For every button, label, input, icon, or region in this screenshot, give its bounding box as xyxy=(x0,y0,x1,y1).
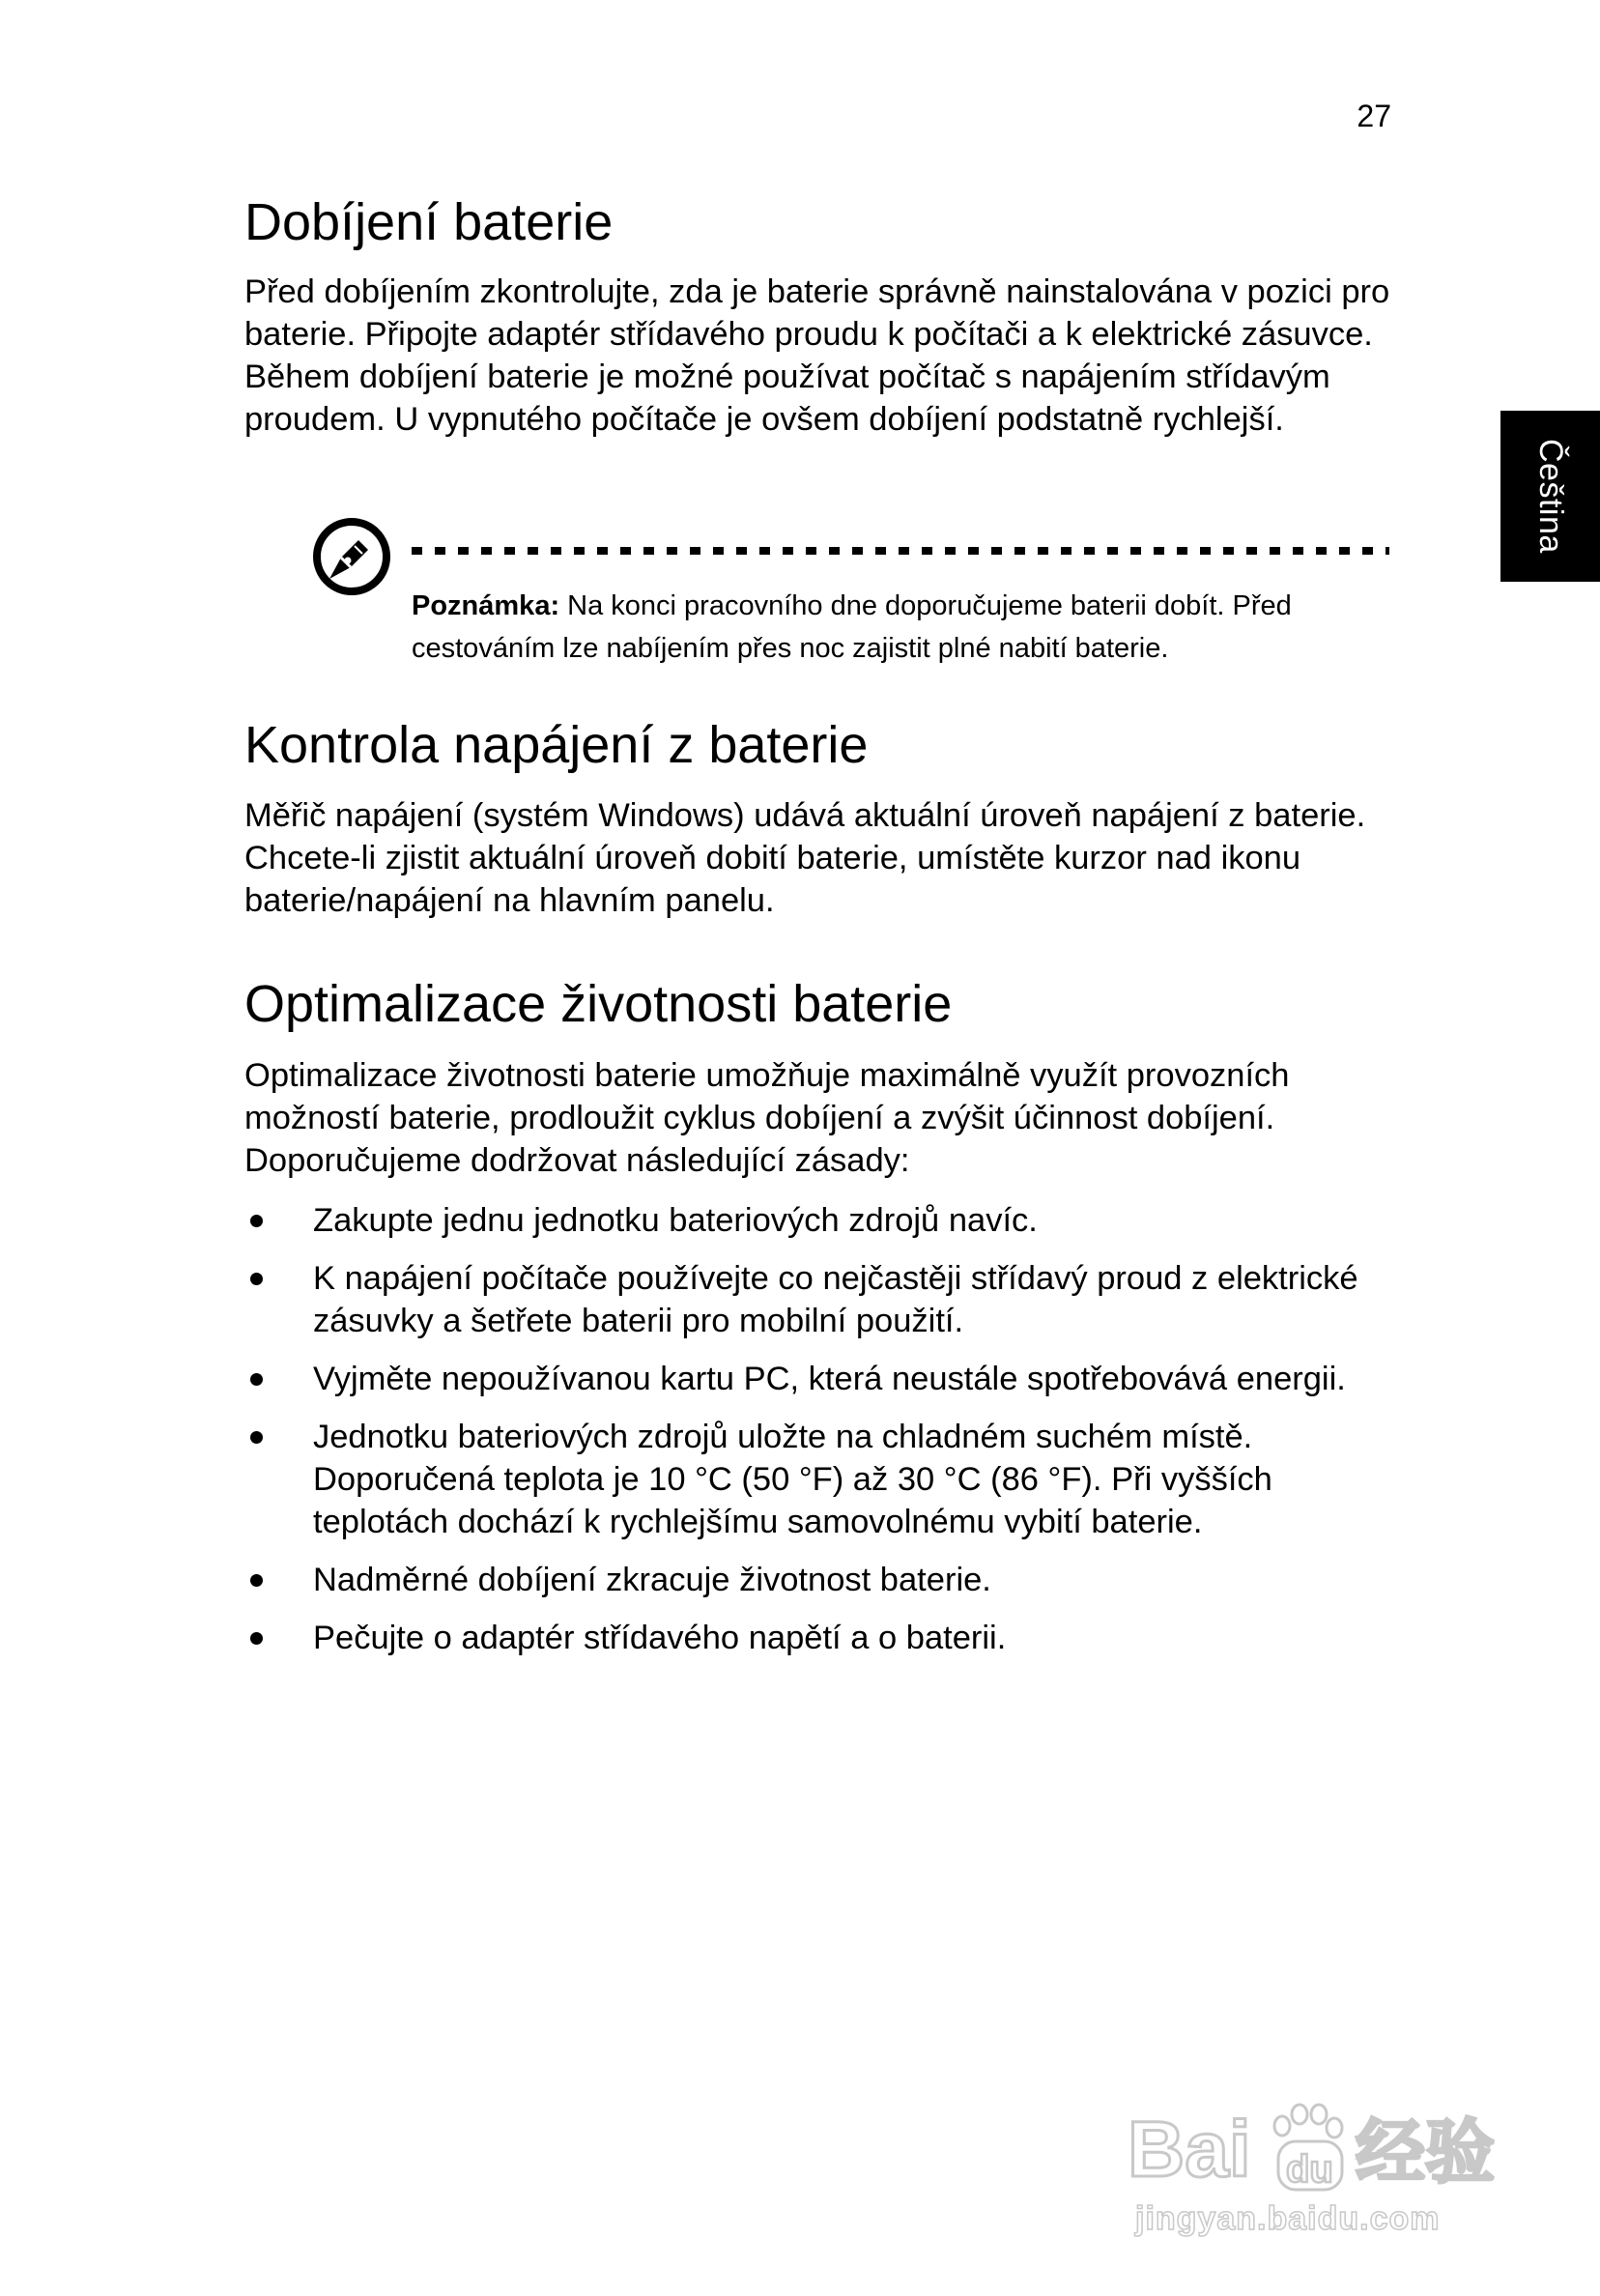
list-item xyxy=(244,1199,1404,1242)
list-item xyxy=(244,1617,1404,1659)
list-item xyxy=(244,1257,1404,1342)
list-item-text: Jednotku bateriových zdrojů uložte na chladném suchém místě. Doporučená teplota je 10 °C (50 °F) až 30 °C (86 °F). Při vyšších teplotách dochází k rychlejšímu samovolnému vybití baterie. xyxy=(313,1419,1272,1540)
bullet-icon xyxy=(250,1273,263,1285)
page-number: 27 xyxy=(1357,99,1391,133)
list-item-text: Vyjměte nepoužívanou kartu PC, která neustále spotřebovává energii. xyxy=(313,1361,1346,1397)
list-item xyxy=(244,1559,1404,1601)
bullet-icon xyxy=(250,1215,263,1227)
section-paragraph-power-check: Měřič napájení (systém Windows) udává aktuální úroveň napájení z baterie. Chcete-li zjistit aktuální úroveň dobití baterie, umístěte kurzor nad ikonu baterie/napájení na hlavním panelu. xyxy=(244,797,1366,919)
section-heading-optimization: Optimalizace životnosti baterie xyxy=(244,975,953,1033)
section-heading-charging: Dobíjení baterie xyxy=(244,193,614,251)
svg-text:du: du xyxy=(1286,2148,1333,2191)
list-item xyxy=(244,1358,1404,1400)
bullet-icon xyxy=(250,1574,263,1587)
list-item-text: Nadměrné dobíjení zkracuje životnost baterie. xyxy=(313,1562,991,1598)
note-divider xyxy=(412,547,1389,555)
list-item-text: Pečujte o adaptér střídavého napětí a o baterii. xyxy=(313,1620,1007,1656)
note-text xyxy=(412,585,1407,670)
note-pen-icon xyxy=(312,517,391,596)
svg-text:Bai: Bai xyxy=(1128,2106,1251,2194)
tips-list xyxy=(244,1199,1404,1675)
section-heading-power-check: Kontrola napájení z baterie xyxy=(244,716,869,774)
baidu-jingyan-logo xyxy=(1126,2097,1512,2194)
note-label: Poznámka: xyxy=(412,590,560,621)
svg-text:经验: 经验 xyxy=(1356,2111,1496,2193)
section-paragraph-optimization: Optimalizace životnosti baterie umožňuje maximálně využít provozních možností baterie, prodloužit cyklus dobíjení a zvýšit účinnost dobíjení. Doporučujeme dodržovat následující zásady: xyxy=(244,1057,1290,1179)
bullet-icon xyxy=(250,1373,263,1386)
bullet-icon xyxy=(250,1431,263,1444)
bullet-icon xyxy=(250,1632,263,1645)
note-body: Na konci pracovního dne doporučujeme baterii dobít. Před cestováním lze nabíjením přes noc zajistit plné nabití baterie. xyxy=(412,590,1292,664)
list-item-text: K napájení počítače používejte co nejčastěji střídavý proud z elektrické zásuvky a šetřete baterii pro mobilní použití. xyxy=(313,1260,1358,1339)
baidu-watermark xyxy=(1126,2044,1512,2252)
watermark-url: jingyan.baidu.com xyxy=(1135,2200,1441,2237)
section-paragraph-charging: Před dobíjením zkontrolujte, zda je baterie správně nainstalována v pozici pro baterie. Připojte adaptér střídavého proudu k počítači a k elektrické zásuvce. Během dobíjení baterie je možné používat počítač s napájením střídavým proudem. U vypnutého počítače je ovšem dobíjení podstatně rychlejší. xyxy=(244,273,1390,438)
language-tab-label: Čeština xyxy=(1532,439,1569,554)
list-item-text: Zakupte jednu jednotku bateriových zdrojů navíc. xyxy=(313,1202,1038,1239)
list-item xyxy=(244,1416,1404,1543)
